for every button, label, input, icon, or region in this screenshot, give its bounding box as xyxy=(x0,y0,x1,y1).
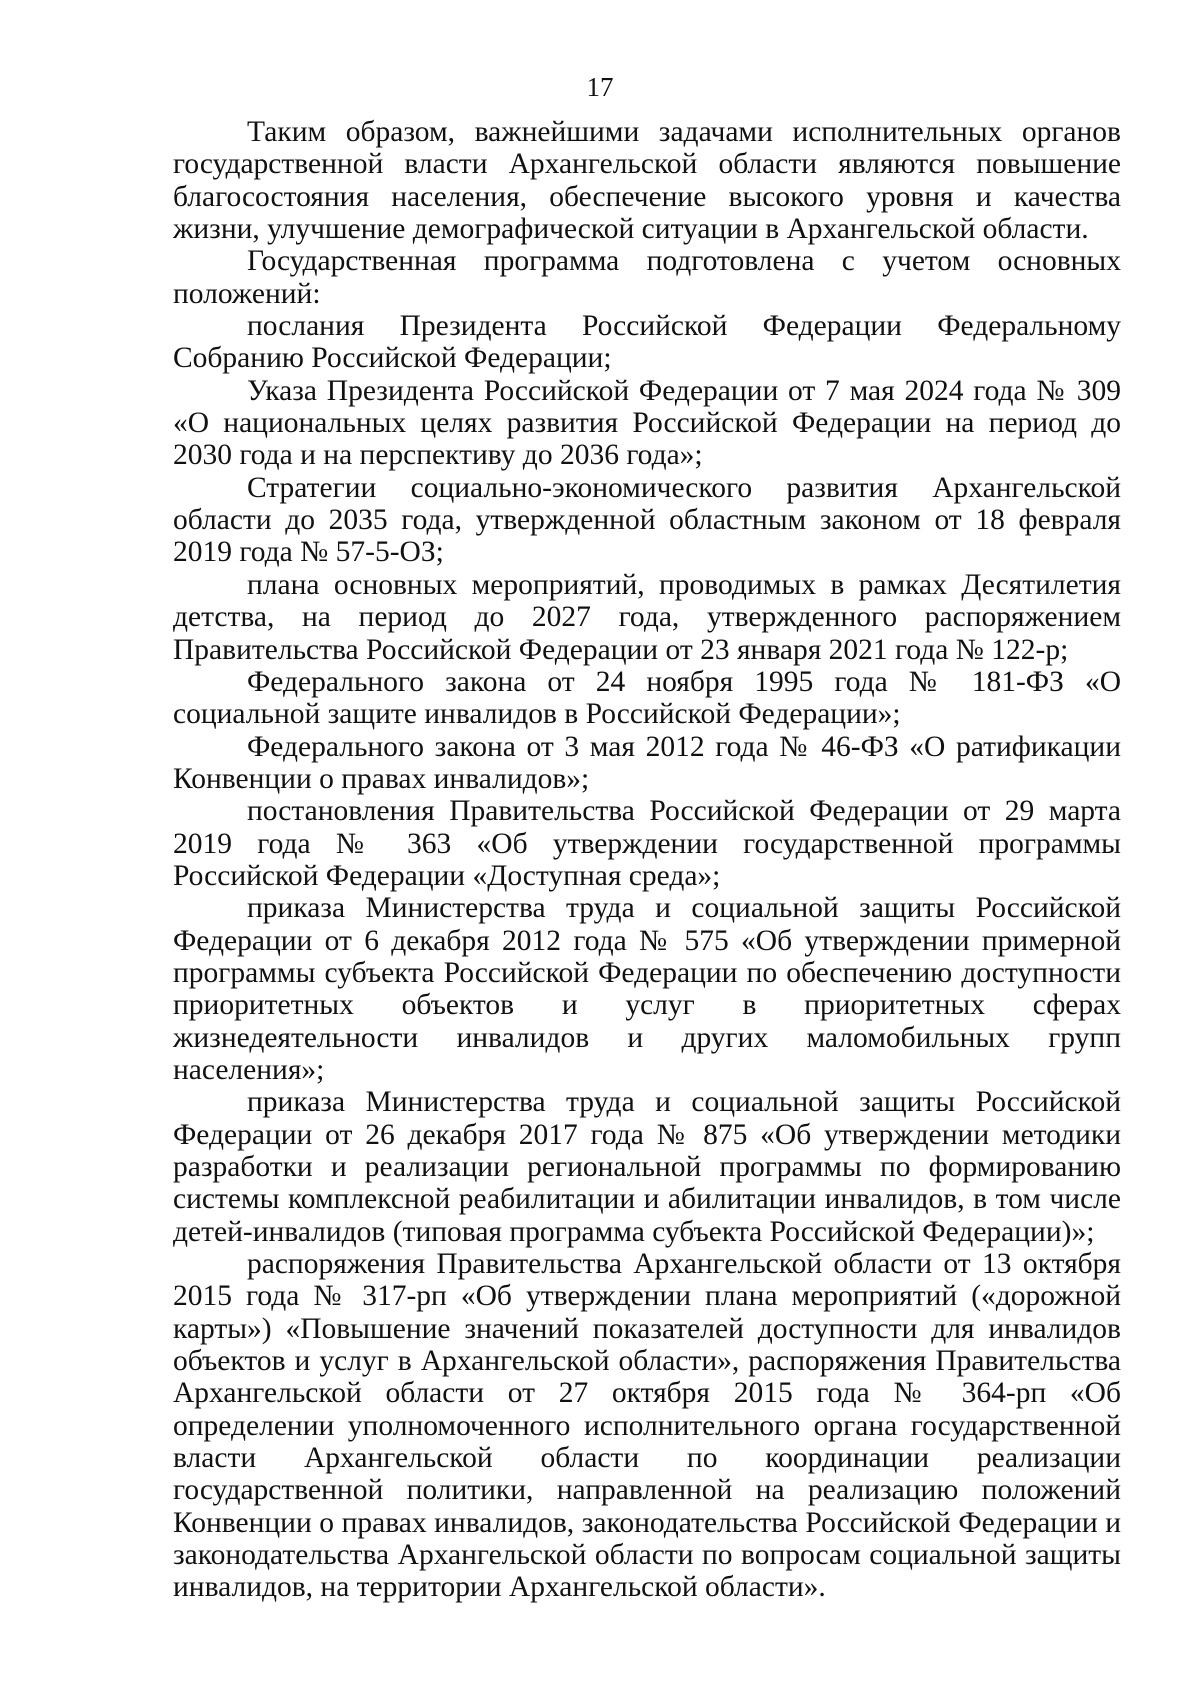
paragraph-presidential-address: послания Президента Российской Федерации Федеральному Собранию Российской Федерации; xyxy=(173,310,1121,375)
page-number: 17 xyxy=(586,72,614,102)
document-body xyxy=(173,116,1121,1604)
paragraph-federal-law-46: Федерального закона от 3 мая 2012 года № 46-ФЗ «О ратификации Конвенции о правах инвалидов»; xyxy=(173,730,1121,795)
paragraph-tasks-summary: Таким образом, важнейшими задачами исполнительных органов государственной власти Архангельской области являются повышение благосостояния населения, обеспечение высокого уровня и качества жизни, улучшение демографической ситуации в Архангельской области. xyxy=(173,116,1121,246)
paragraph-regional-strategy: Стратегии социально-экономического развития Архангельской области до 2035 года, утвержденной областным законом от 18 февраля 2019 года № 57-5-ОЗ; xyxy=(173,471,1121,569)
paragraph-regional-orders: распоряжения Правительства Архангельской области от 13 октября 2015 года № 317-рп «Об утверждении плана мероприятий («дорожной карты») «Повышение значений показателей доступности для инвалидов объектов и услуг в Архангельской области», распоряжения Правительства Архангельской области от 27 октября 2015 года № 364-рп «Об определении уполномоченного исполнительного органа государственной власти Архангельской области по координации реализации государственной политики, направленной на реализацию положений Конвенции о правах инвалидов, законодательства Российской Федерации и законодательства Архангельской области по вопросам социальной защиты инвалидов, на территории Архангельской области». xyxy=(173,1248,1121,1604)
paragraph-ministry-order-875: приказа Министерства труда и социальной защиты Российской Федерации от 26 декабря 2017 года № 875 «Об утверждении методики разработки и реализации региональной программы по формированию системы комплексной реабилитации и абилитации инвалидов, в том числе детей-инвалидов (типовая программа субъекта Российской Федерации)»; xyxy=(173,1086,1121,1248)
paragraph-childhood-decade-plan: плана основных мероприятий, проводимых в рамках Десятилетия детства, на период до 2027 года, утвержденного распоряжением Правительства Российской Федерации от 23 января 2021 года № 122-р; xyxy=(173,568,1121,666)
paragraph-federal-law-181: Федерального закона от 24 ноября 1995 года № 181-ФЗ «О социальной защите инвалидов в Российской Федерации»; xyxy=(173,665,1121,731)
paragraph-government-resolution-363: постановления Правительства Российской Федерации от 29 марта 2019 года № 363 «Об утверждении государственной программы Российской Федерации «Доступная среда»; xyxy=(173,795,1121,892)
paragraph-ministry-order-575: приказа Министерства труда и социальной защиты Российской Федерации от 6 декабря 2012 года № 575 «Об утверждении примерной программы субъекта Российской Федерации по обеспечению доступности приоритетных объектов и услуг в приоритетных сферах жизнедеятельности инвалидов и других маломобильных групп населения»; xyxy=(173,892,1121,1086)
paragraph-program-basis: Государственная программа подготовлена с учетом основных положений: xyxy=(173,245,1121,310)
paragraph-presidential-decree: Указа Президента Российской Федерации от 7 мая 2024 года № 309 «О национальных целях развития Российской Федерации на период до 2030 года и на перспективу до 2036 года»; xyxy=(173,374,1121,472)
